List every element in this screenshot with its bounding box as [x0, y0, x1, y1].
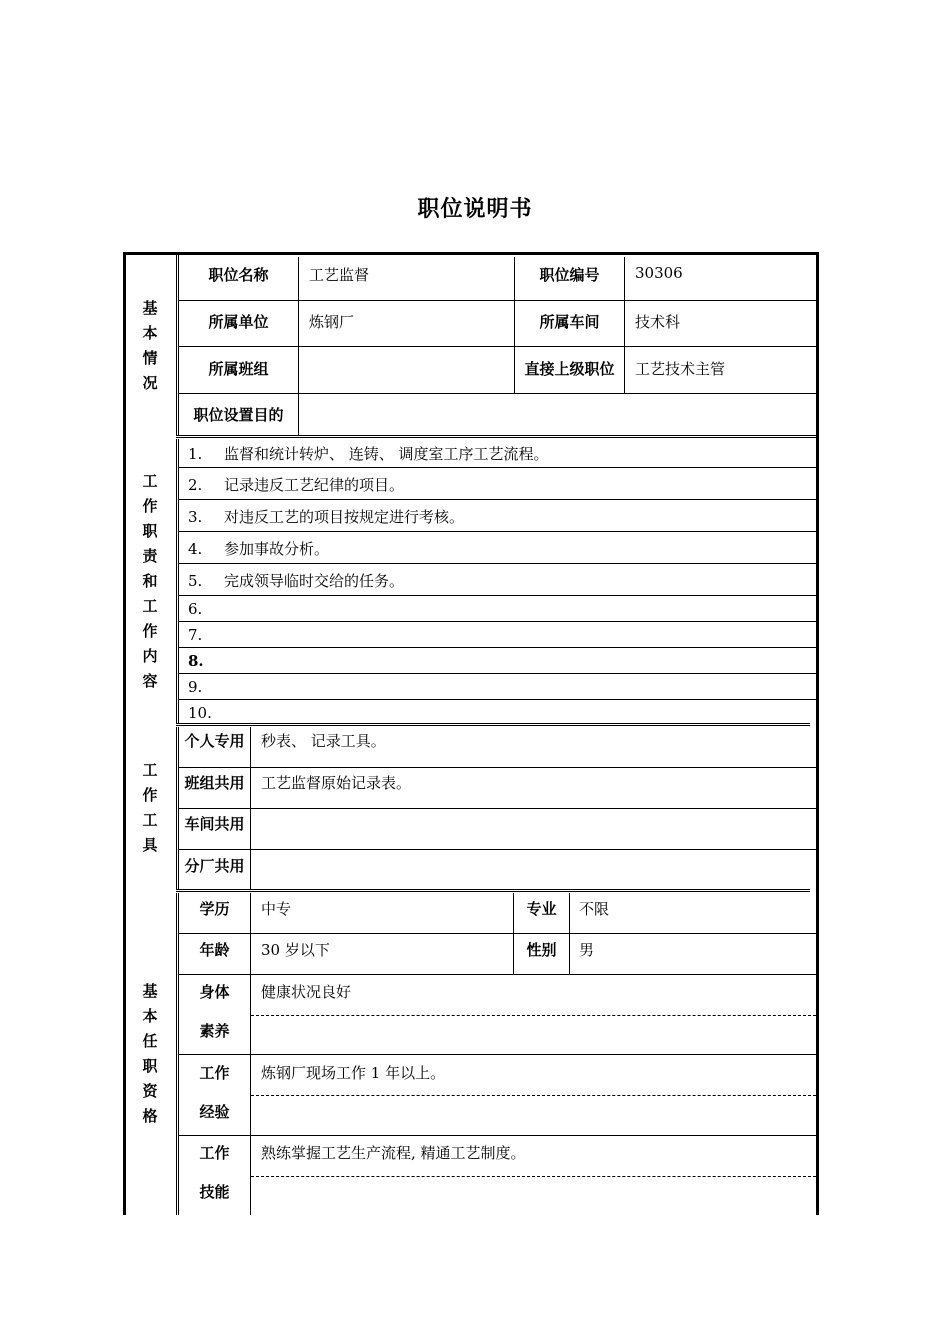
major-label: 专业	[526, 900, 557, 918]
education-value: 中专	[261, 900, 292, 918]
duties-section	[126, 439, 816, 723]
duty-item: 3. 对违反工艺的项目按规定进行考核。	[188, 508, 465, 526]
position-code-label: 职位编号	[539, 266, 600, 284]
tools-section	[126, 727, 816, 889]
tool-label-personal: 个人专用	[184, 732, 245, 750]
duty-item: 10.	[188, 704, 212, 722]
page-title: 职位说明书	[417, 197, 533, 222]
duty-item: 8.	[188, 652, 204, 670]
major-value: 不限	[579, 900, 610, 918]
tools-side-label: 工作工具	[142, 761, 158, 854]
position-name-value: 工艺监督	[309, 266, 370, 284]
unit-label: 所属单位	[208, 313, 269, 331]
team-label: 所属班组	[208, 360, 269, 378]
workshop-value: 技术科	[635, 313, 681, 331]
experience-label-1: 工作	[199, 1064, 230, 1082]
basic-info-side-label: 基本情况	[142, 298, 158, 392]
duties-side-label: 工作职责和工作内容	[142, 471, 158, 690]
tool-value-team: 工艺监督原始记录表。	[261, 774, 412, 792]
duty-item: 9.	[188, 678, 203, 696]
tool-label-team: 班组共用	[184, 774, 245, 792]
tool-label-factory: 分厂共用	[184, 857, 245, 875]
superior-value: 工艺技术主管	[635, 360, 726, 378]
job-description-table	[123, 252, 819, 1215]
health-label-1: 身体	[199, 983, 230, 1001]
duty-item: 2. 记录违反工艺纪律的项目。	[188, 476, 405, 494]
tool-value-personal: 秒表、 记录工具。	[261, 732, 386, 750]
skills-label-1: 工作	[199, 1144, 230, 1162]
superior-label: 直接上级职位	[524, 360, 615, 378]
gender-label: 性别	[526, 941, 557, 959]
duty-item: 5. 完成领导临时交给的任务。	[188, 572, 405, 590]
education-label: 学历	[199, 900, 230, 918]
duty-item: 6.	[188, 600, 203, 618]
age-label: 年龄	[199, 941, 230, 959]
gender-value: 男	[579, 941, 595, 959]
health-label-2: 素养	[199, 1022, 230, 1040]
health-value: 健康状况良好	[261, 983, 352, 1001]
skills-value: 熟练掌握工艺生产流程, 精通工艺制度。	[261, 1144, 526, 1162]
age-value: 30 岁以下	[261, 941, 330, 959]
basic-info-section	[126, 255, 816, 436]
duty-item: 1. 监督和统计转炉、 连铸、 调度室工序工艺流程。	[188, 445, 549, 463]
duty-item: 4. 参加事故分析。	[188, 540, 330, 558]
position-name-label: 职位名称	[208, 266, 269, 284]
unit-value: 炼钢厂	[309, 313, 355, 331]
experience-label-2: 经验	[199, 1103, 230, 1121]
qualifications-section	[126, 893, 816, 1215]
purpose-label: 职位设置目的	[193, 406, 284, 424]
duty-item: 7.	[188, 626, 203, 644]
position-code-value: 30306	[635, 264, 683, 282]
tool-label-workshop: 车间共用	[184, 815, 245, 833]
experience-value: 炼钢厂现场工作 1 年以上。	[261, 1064, 446, 1082]
workshop-label: 所属车间	[539, 313, 600, 331]
skills-label-2: 技能	[199, 1183, 230, 1201]
qualifications-side-label: 基本任职资格	[142, 982, 158, 1125]
